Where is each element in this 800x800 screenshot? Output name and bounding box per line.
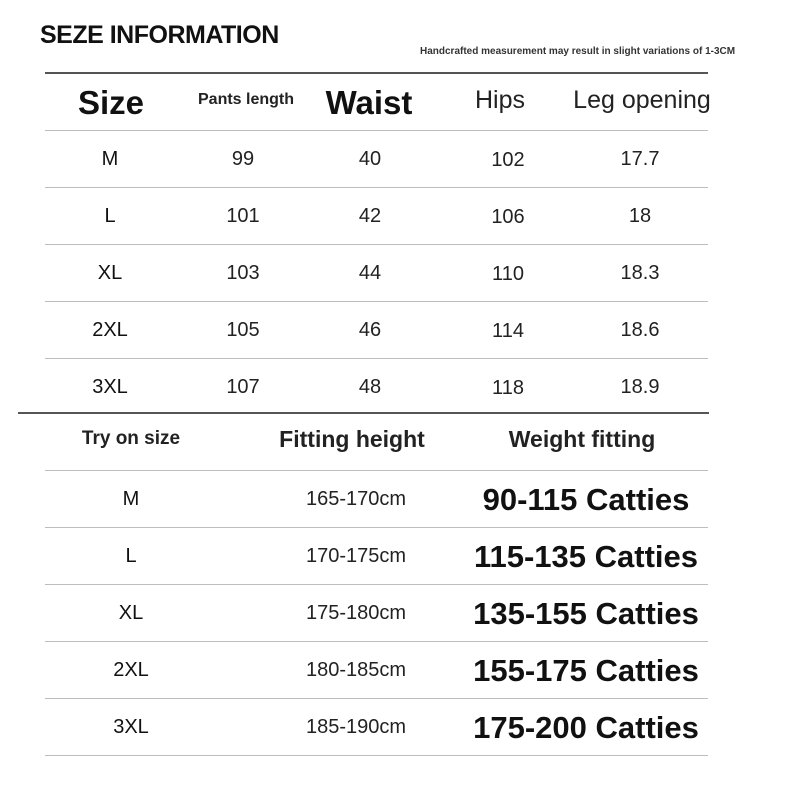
header-hips: Hips	[474, 86, 526, 114]
header-size: Size	[77, 84, 145, 121]
table-cell: L	[125, 545, 137, 567]
header-fitting-height: Fitting height	[279, 426, 425, 452]
table-cell: 180-185cm	[305, 659, 407, 681]
table-cell: 175-200 Catties	[473, 710, 699, 745]
table-cell: 118	[492, 377, 524, 399]
divider	[45, 584, 708, 585]
divider	[45, 72, 708, 74]
header-try-on-size: Try on size	[81, 428, 181, 449]
table-cell: 17.7	[620, 148, 660, 170]
divider	[45, 187, 708, 188]
table-cell: 110	[492, 263, 524, 285]
table-cell: 46	[358, 319, 382, 341]
table-cell: 135-155 Catties	[473, 596, 699, 631]
measurement-note: Handcrafted measurement may result in slight variations of 1-3CM	[420, 46, 736, 57]
page-title: SEZE INFORMATION	[40, 21, 279, 49]
header-pants-length: Pants length	[197, 91, 295, 108]
table-cell: 165-170cm	[305, 488, 407, 510]
table-cell: 44	[358, 262, 382, 284]
table-cell: 102	[491, 149, 525, 171]
table-cell: 170-175cm	[305, 545, 407, 567]
table-cell: 18.6	[620, 319, 660, 341]
table-cell: 101	[226, 205, 260, 227]
table-cell: XL	[118, 602, 144, 624]
table-cell: 2XL	[92, 319, 128, 341]
header-weight-fitting: Weight fitting	[508, 426, 656, 452]
table-cell: 99	[231, 148, 255, 170]
table-cell: 2XL	[113, 659, 149, 681]
table-cell: 103	[226, 262, 260, 284]
header-leg-opening: Leg opening	[573, 86, 711, 114]
divider	[45, 244, 708, 245]
divider	[18, 412, 709, 414]
table-cell: 3XL	[113, 716, 149, 738]
divider	[45, 358, 708, 359]
divider	[45, 755, 708, 756]
table-cell: XL	[97, 262, 123, 284]
table-cell: 18	[628, 205, 652, 227]
table-cell: 114	[492, 320, 524, 342]
divider	[45, 641, 708, 642]
table-cell: 105	[226, 319, 260, 341]
table-cell: L	[104, 205, 116, 227]
divider	[45, 130, 708, 131]
table-cell: M	[101, 148, 119, 170]
table-cell: 48	[358, 376, 382, 398]
table-cell: M	[122, 488, 140, 510]
table-cell: 175-180cm	[305, 602, 407, 624]
header-waist: Waist	[325, 84, 413, 121]
divider	[45, 470, 708, 471]
table-cell: 18.9	[620, 376, 660, 398]
divider	[45, 527, 708, 528]
table-cell: 40	[358, 148, 382, 170]
table-cell: 185-190cm	[305, 716, 407, 738]
table-cell: 107	[226, 376, 260, 398]
table-cell: 18.3	[620, 262, 660, 284]
table-cell: 90-115 Catties	[482, 482, 690, 517]
divider	[45, 698, 708, 699]
table-cell: 155-175 Catties	[473, 653, 699, 688]
table-cell: 42	[358, 205, 382, 227]
table-cell: 106	[491, 206, 525, 228]
table-cell: 3XL	[92, 376, 128, 398]
divider	[45, 301, 708, 302]
table-cell: 115-135 Catties	[473, 539, 699, 574]
